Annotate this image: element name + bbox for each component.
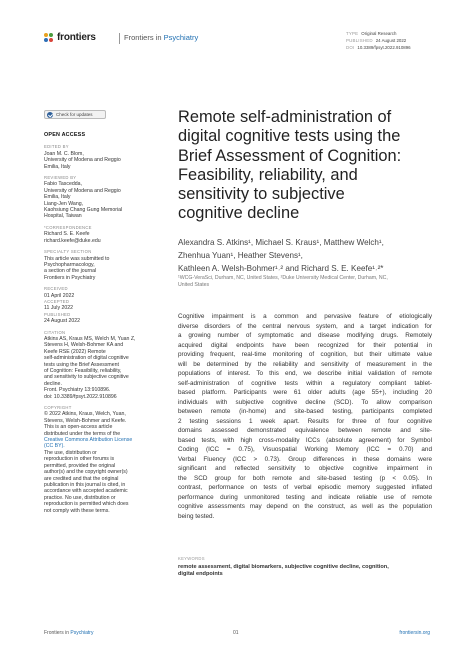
abstract-line: contrast, performance on tests of verbal episodic memory suggested inflated bbox=[178, 484, 432, 491]
journal-prefix: Frontiers in bbox=[124, 33, 162, 42]
specialty-line: Frontiers in Psychiatry bbox=[44, 274, 96, 281]
frontiers-logo bbox=[44, 32, 96, 43]
author-line: Zhenhua Yuan¹, Heather Stevens¹, bbox=[178, 251, 303, 261]
edited-by-line: University of Modena and Reggio bbox=[44, 157, 121, 164]
title-line: Brief Assessment of Cognition: bbox=[178, 146, 402, 165]
copyright-line: distributed under the terms of the bbox=[44, 430, 121, 437]
received-date: RECEIVED 01 April 2022 bbox=[44, 286, 75, 299]
abstract-line: populations of interest. To this end, we describe initial validation of remote bbox=[178, 370, 432, 377]
title-line: digital cognitive tests using the bbox=[178, 127, 401, 146]
copyright-line: practice. No use, distribution or bbox=[44, 494, 116, 501]
citation-line: tests using the Brief Assessment bbox=[44, 361, 119, 368]
keywords bbox=[178, 564, 448, 579]
abstract-line: based platform. Participants were 61 older adults (age 55+), including 20 bbox=[178, 389, 432, 396]
copyright-line: author(s) and the copyright owner(s) bbox=[44, 469, 128, 476]
copyright-line: not comply with these terms. bbox=[44, 507, 110, 514]
copyright-line: accordance with accepted academic bbox=[44, 488, 128, 495]
abstract-line: Coding (ICC = 0.75), Visuospatial Working Memory (ICC = 0.70) and bbox=[178, 446, 432, 453]
citation-line: of Cognition: Feasibility, reliability, bbox=[44, 368, 122, 374]
reviewed-by-line: Hospital, Taiwan bbox=[44, 213, 82, 220]
reviewed-by-line: Kaohsiung Chang Gung Memorial bbox=[44, 207, 123, 214]
copyright-line: are credited and that the original bbox=[44, 475, 119, 482]
citation-line: doi: 10.3389/fpsyt.2022.910896 bbox=[44, 393, 117, 400]
footer-site-link[interactable]: frontiersin.org bbox=[399, 630, 430, 636]
logo-text: frontiers bbox=[57, 32, 96, 43]
meta-type: TYPE Original Research bbox=[346, 31, 397, 36]
reviewed-by-line: Liang-Jen Wang, bbox=[44, 200, 84, 207]
citation-line: self-administration of digital cognitive bbox=[44, 355, 129, 362]
abstract-line: performance during unmonitored testing and indicate reliable use of remote bbox=[178, 493, 432, 501]
footer-journal: Frontiers in Psychiatry bbox=[44, 630, 94, 636]
journal-title: Psychiatry bbox=[163, 33, 199, 42]
keywords-line: remote assessment, digital biomarkers, subjective cognitive decline, cognition, bbox=[178, 564, 389, 570]
correspondence-email[interactable]: richard.keefe@duke.edu bbox=[44, 237, 101, 244]
copyright-line: Stevens, Welsh-Bohmer and Keefe. bbox=[44, 417, 127, 424]
license-link[interactable]: Creative Commons Attribution License bbox=[44, 437, 133, 444]
abstract-line: will be determined by the reliability and sensitivity of measurement in the bbox=[178, 360, 432, 368]
copyright-line: The use, distribution or bbox=[44, 449, 97, 456]
page-number: 01 bbox=[233, 630, 239, 636]
abstract-line: cognitive assessments may depend on the construct, as well as the population bbox=[178, 503, 432, 510]
citation-label: CITATION bbox=[44, 329, 66, 335]
correspondence-name: Richard S. E. Keefe bbox=[44, 231, 90, 238]
frontiers-logo-icon bbox=[44, 33, 54, 43]
edited-by-label: EDITED BY bbox=[44, 144, 69, 150]
affiliation-line: United States bbox=[178, 282, 210, 289]
article-title bbox=[178, 108, 448, 224]
abstract-line: based tests, with high cross-modality ICCs (absolute agreement) for Symbol bbox=[178, 436, 432, 444]
article-sidebar bbox=[44, 132, 164, 514]
specialty-section-label: SPECIALTY SECTION bbox=[44, 249, 92, 255]
published-date: PUBLISHED 24 August 2022 bbox=[44, 311, 81, 325]
abstract bbox=[178, 312, 432, 521]
copyright-line: reproduction in other forums is bbox=[44, 456, 115, 463]
citation-line: and sensitivity to subjective cognitive bbox=[44, 374, 129, 381]
article-meta bbox=[346, 30, 411, 51]
copyright-line: reproduction is permitted which does bbox=[44, 501, 129, 508]
specialty-line: a section of the journal bbox=[44, 268, 97, 275]
open-access-label: OPEN ACCESS bbox=[44, 132, 86, 138]
citation-line: Keefe RSE (2022) Remote bbox=[44, 348, 106, 355]
title-line: Feasibility, reliability, and bbox=[178, 165, 358, 184]
citation-line: decline. bbox=[44, 380, 62, 387]
correspondence-label: *CORRESPONDENCE bbox=[44, 224, 92, 230]
edited-by-line: Joan M. C. Blom, bbox=[44, 150, 84, 157]
accepted-date: ACCEPTED 11 July 2022 bbox=[44, 298, 74, 312]
abstract-line: diverse disorders of the central nervous system, and a target indication for bbox=[178, 322, 432, 330]
citation-line: Front. Psychiatry 13:910896. bbox=[44, 387, 111, 394]
reviewed-by-line: Fabio Tascedda, bbox=[44, 181, 82, 188]
check-for-updates-label: Check for updates bbox=[56, 112, 93, 117]
citation-line: Atkins AS, Kraus MS, Welch M, Yuan Z, bbox=[44, 335, 136, 342]
reviewed-by-line: Emilia, Italy bbox=[44, 194, 71, 201]
meta-published: PUBLISHED 24 August 2022 bbox=[346, 38, 407, 43]
abstract-line: individuals with subjective cognitive decline (SCD). To allow comparison bbox=[178, 398, 432, 406]
title-line: sensitivity to subjective bbox=[178, 185, 345, 204]
author-line: Alexandra S. Atkins¹, Michael S. Kraus¹, Matthew Welch¹, bbox=[178, 238, 384, 247]
copyright-label: COPYRIGHT bbox=[44, 405, 72, 411]
header-divider bbox=[119, 33, 120, 44]
check-for-updates-button[interactable] bbox=[44, 110, 106, 119]
copyright-line: publication in this journal is cited, in bbox=[44, 481, 126, 488]
abstract-line: acquired digital endpoints have been recognized for their potential in bbox=[178, 341, 432, 349]
specialty-line: This article was submitted to bbox=[44, 255, 110, 262]
citation-line: Stevens H, Welsh-Bohmer KA and bbox=[44, 342, 124, 349]
abstract-line: Cognitive impairment is a common and pervasive feature of etiologically bbox=[178, 313, 432, 320]
abstract-line: 2 testing sessions 1 week apart. Results for three of four cognitive bbox=[178, 417, 432, 425]
title-line: Remote self-administration of bbox=[178, 108, 392, 126]
affiliations bbox=[178, 275, 448, 289]
license-link[interactable]: (CC BY). bbox=[44, 443, 65, 450]
abstract-line: being tested. bbox=[178, 512, 215, 520]
abstract-line: the SCD group for both remote and site-based testing (p < 0.05). In bbox=[178, 474, 432, 482]
page-footer bbox=[44, 630, 430, 638]
meta-doi: DOI 10.3389/fpsyt.2022.910896 bbox=[346, 45, 411, 50]
edited-by-line: Emilia, Italy bbox=[44, 163, 71, 170]
abstract-line: self-administration of cognitive tests within a regulatory compliant tablet- bbox=[178, 379, 432, 387]
copyright-line: permitted, provided the original bbox=[44, 462, 116, 469]
abstract-line: domains assessed demonstrated equivalence between remote and site- bbox=[178, 427, 432, 434]
reviewed-by-label: REVIEWED BY bbox=[44, 175, 77, 181]
abstract-line: between remote (in-home) and site-based testing, participants completed bbox=[178, 408, 432, 415]
affiliation-line: ¹WCG-VeraSci, Durham, NC, United States, ²Duke University Medical Center, Durham, NC, bbox=[178, 275, 388, 281]
specialty-line: Psychopharmacology, bbox=[44, 261, 95, 268]
abstract-line: significant and reflected sensitivity to objective cognitive impairment in bbox=[178, 465, 432, 472]
journal-name bbox=[124, 33, 198, 42]
keywords-line: digital endpoints bbox=[178, 571, 223, 578]
author-line: Kathleen A. Welsh-Bohmer¹˒² and Richard S. E. Keefe¹˒²* bbox=[178, 264, 384, 274]
author-list bbox=[178, 236, 448, 276]
copyright-line: © 2022 Atkins, Kraus, Welch, Yuan, bbox=[44, 411, 126, 418]
keywords-label: KEYWORDS bbox=[178, 556, 205, 561]
reviewed-by-line: University of Modena and Reggio bbox=[44, 187, 121, 194]
abstract-line: providing frequent, real-time monitoring of cognition, but their ultimate value bbox=[178, 351, 432, 358]
check-icon bbox=[47, 112, 53, 118]
abstract-line: a growing number of symptomatic and disease modifying drugs. Remotely bbox=[178, 332, 432, 339]
copyright-line: This is an open-access article bbox=[44, 424, 113, 431]
abstract-line: Verbal Fluency (ICC > 0.73). Group differences in these domains were bbox=[178, 455, 432, 463]
title-line: cognitive decline bbox=[178, 204, 300, 223]
